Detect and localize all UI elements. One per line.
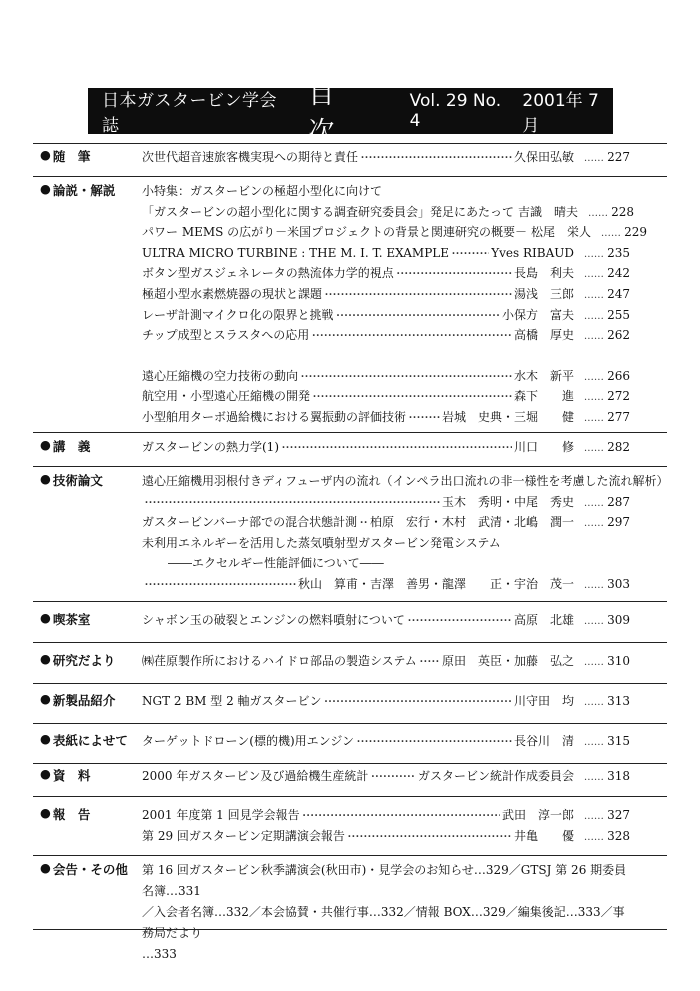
section-divider: [33, 929, 667, 930]
section-label: ● 論説・解説: [40, 181, 116, 198]
section-divider: [33, 601, 667, 602]
toc-entry[interactable]: パワー MEMS の広がり－米国プロジェクトの背景と関連研究の概要－ 松尾 栄人 …… 229: [142, 222, 630, 243]
toc-entry[interactable]: ガスタービンバーナ部での混合状態計測 ･････････････････････････････････････････････････････････････････････････････････････････････････････････････････････････････････ 柏原 宏行・木村 武清・北嶋 潤一 …… 297: [142, 512, 630, 533]
toc-entry[interactable]: チップ成型とスラスタへの応用 ･････････････････････････････････････････････････････････････････････････････････････････････････････････････････････････････････ 高橋 厚史 …… 262: [142, 325, 630, 346]
toc-entry[interactable]: 「ガスタービンの超小型化に関する調査研究委員会」発足にあたって 吉識 晴夫 …… 228: [142, 202, 630, 223]
section-divider: [33, 683, 667, 684]
special-feature-title: 小特集：ガスタービンの極超小型化に向けて: [142, 184, 383, 198]
paper-title[interactable]: 未利用エネルギーを活用した蒸気噴射型ガスタービン発電システム: [142, 535, 501, 550]
toc-heading: 目 次: [308, 80, 343, 147]
section-label: ● 新製品紹介: [40, 691, 116, 708]
toc-entry[interactable]: ターゲットドローン(標的機)用エンジン ･････････････････････････････････････････････････････････････････････････････････････････････････････････････････････････････････ 長谷川 清 …… 315: [142, 731, 630, 752]
toc-entry[interactable]: ㈱荏原製作所におけるハイドロ部品の製造システム ･････････････････････････････････････････････････････････････････････････････････････････････････････････････････････････････････ 原田 英臣・加藤 弘之 …… 310: [142, 651, 630, 672]
toc-entry[interactable]: 極超小型水素燃焼器の現状と課題 ･････････････････････････････････････････････････････････････････････････････････････････････････････････････････････････････････ 湯浅 三郎 …… 247: [142, 284, 630, 305]
toc-entry[interactable]: ULTRA MICRO TURBINE : THE M. I. T. EXAMPLE ･････････････････････････････････････････････････････････････････････････････････････････････････････････････････････････････････ Yves RIBAUD …… 235: [142, 243, 630, 264]
section-label: ● 報 告: [40, 805, 91, 822]
section-divider: [33, 466, 667, 467]
toc-entry-authors: ･････････････････････････････････････････････････････････････････････････････････････････････････････････････････････････････････ 玉木 秀明・中尾 秀史 …… 287: [142, 492, 630, 513]
section-label: ● 随 筆: [40, 147, 91, 164]
toc-entry[interactable]: 次世代超音速旅客機実現への期待と責任 ･････････････････････････････････････････････････････････････････････････････････････････････････････････････････････････････････ 久保田弘敏 …… 227: [142, 147, 630, 168]
section-divider: [33, 855, 667, 856]
toc-entry[interactable]: シャボン玉の破裂とエンジンの燃料噴射について ･････････････････････････････････････････････････････････････････････････････････････････････････････････････････････････････････ 高原 北雄 …… 309: [142, 610, 630, 631]
toc-entry[interactable]: 遠心圧縮機の空力技術の動向 ･････････････････････････････････････････････････････････････････････････････････････････････････････････････････････････････････ 水木 新平 …… 266: [142, 366, 630, 387]
section-divider: [33, 143, 667, 144]
section-divider: [33, 642, 667, 643]
toc-entry[interactable]: ガスタービンの熱力学(1) ･････････････････････････････････････････････････････････････････････････････････････････････････････････････････････････････････ 川口 修 …… 282: [142, 437, 630, 458]
toc-header-bar: [88, 80, 613, 147]
toc-entry[interactable]: 第 29 回ガスタービン定期講演会報告 ･････････････････････････････････････････････････････････････････････････････････････････････････････････････････････････････････ 井亀 優 …… 328: [142, 826, 630, 847]
section-label: ● 研究だより: [40, 651, 116, 668]
section-divider: [33, 432, 667, 433]
section-divider: [33, 796, 667, 797]
section-divider: [33, 763, 667, 764]
journal-title: 日本ガスタービン学会誌: [102, 91, 277, 136]
toc-entry[interactable]: NGT 2 BM 型 2 軸ガスタービン ･････････････････････････････････････････････････････････････････････････････････････････････････････････････････････････････････ 川守田 均 …… 313: [142, 691, 630, 712]
issue-date: 2001年 7 月: [522, 91, 599, 136]
toc-entry[interactable]: 航空用・小型遠心圧縮機の開発 ･････････････････････････････････････････････････････････････････････････････････････････････････････････････････････････････････ 森下 進 …… 272: [142, 386, 630, 407]
section-label: ● 講 義: [40, 437, 91, 454]
toc-entry-authors: ･････････････････････････････････････････････････････････････････････････････････････････････････････････････････････････････････ 秋山 算甫・吉澤 善男・龍澤 正・宇治 茂一 …… 303: [142, 574, 630, 595]
section-divider: [33, 176, 667, 177]
section-label: ● 資 料: [40, 766, 91, 783]
volume-number: Vol. 29 No. 4: [409, 91, 502, 131]
paper-title[interactable]: 遠心圧縮機用羽根付きディフューザ内の流れ（インペラ出口流れの非一様性を考慮した流れ解析）: [142, 474, 669, 488]
section-label: ● 会告・その他: [40, 860, 128, 877]
toc-entry[interactable]: 2001 年度第 1 回見学会報告 ･････････････････････････････････････････････････････････････････････････････････････････････････････････････････････････････････ 武田 淳一郎 …… 327: [142, 805, 630, 826]
toc-entry[interactable]: ボタン型ガスジェネレータの熱流体力学的視点 ･････････････････････････････････････････････････････････････････････････････････････････････････････････････････････････････････ 長島 利夫 …… 242: [142, 263, 630, 284]
toc-entry[interactable]: レーザ計測マイクロ化の限界と挑戦 ･････････････････････････････････････････････････････････････････････････････････････････････････････････････････････････････････ 小保方 富夫 …… 255: [142, 305, 630, 326]
bullet-icon: ●: [40, 147, 51, 162]
section-label: ● 喫茶室: [40, 610, 91, 627]
notices-block: 第 16 回ガスタービン秋季講演会(秋田市)・見学会のお知らせ…329／GTSJ 第 26 期委員名簿…331 ／入会者名簿…332／本会協賛・共催行事…332／情報 BOX…329／編集後記…333／事務局だより …333: [142, 863, 627, 961]
paper-subtitle: ――エクセルギー性能評価について――: [168, 556, 384, 571]
section-label: ● 技術論文: [40, 471, 103, 488]
toc-entry[interactable]: 2000 年ガスタービン及び過給機生産統計 ･････････････････････････････････････････････････････････････････････････････････････････････････････････････････････････････････ ガスタービン統計作成委員会 …… 318: [142, 766, 630, 787]
section-label: ● 表紙によせて: [40, 731, 128, 748]
toc-entry[interactable]: 小型舶用ターボ過給機における翼振動の評価技術 ･････････････････････････････････････････････････････････････････････････････････････････････････････････････････････････････････ 岩城 史典・三堀 健 …… 277: [142, 407, 630, 428]
section-divider: [33, 723, 667, 724]
